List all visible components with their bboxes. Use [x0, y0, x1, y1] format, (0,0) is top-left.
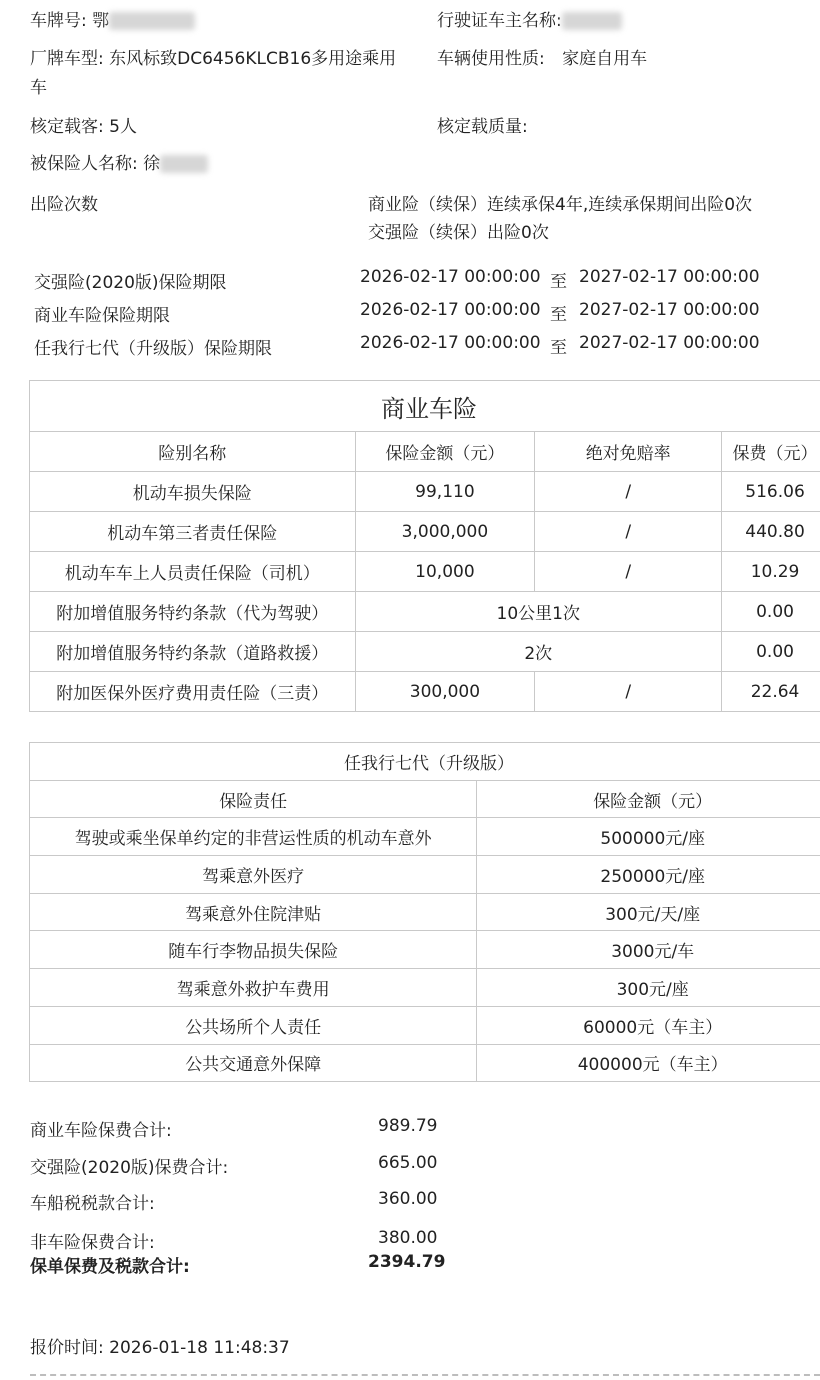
coverage-amount: 300,000 [355, 672, 535, 712]
summary-label: 交强险(2020版)保费合计: [30, 1158, 229, 1178]
summary-value: 665.00 [378, 1153, 438, 1173]
insured-field [30, 149, 208, 174]
redacted-plate [109, 12, 195, 30]
quote-time: 报价时间: 2026-01-18 11:48:37 [30, 1338, 290, 1358]
table-row [30, 818, 820, 856]
redacted-owner [562, 12, 622, 30]
header-cell: 保险责任 [30, 780, 477, 818]
plan-amount: 60000元（车主） [477, 1006, 820, 1044]
coverage-name: 附加增值服务特约条款（道路救援） [30, 632, 356, 672]
seats-field [30, 112, 137, 137]
coverage-amount: 10,000 [355, 552, 535, 592]
claims-label: 出险次数 [30, 195, 98, 215]
coverage-premium: 0.00 [722, 632, 820, 672]
model-label: 厂牌车型: [30, 49, 104, 69]
redacted-insured [160, 155, 208, 173]
period-end: 2027-02-17 00:00:00 [579, 333, 760, 353]
table-row [30, 512, 820, 552]
table-row [30, 672, 820, 712]
model-value-line2: 车 [30, 78, 47, 98]
table-row [30, 472, 820, 512]
period-to: 至 [550, 338, 567, 358]
coverage-name: 附加医保外医疗费用责任险（三责） [30, 672, 356, 712]
usage-value: 家庭自用车 [562, 49, 648, 69]
commercial-insurance-table [29, 380, 820, 712]
summary-label: 非车险保费合计: [30, 1233, 155, 1253]
plan-amount: 500000元/座 [477, 818, 820, 856]
summary-label: 车船税税款合计: [30, 1194, 155, 1214]
coverage-premium: 22.64 [722, 672, 820, 712]
plan-item: 公共场所个人责任 [30, 1006, 477, 1044]
plan-amount: 250000元/座 [477, 856, 820, 894]
table-header-row [30, 780, 820, 818]
coverage-deductible: / [535, 672, 722, 712]
model-value-line1: 东风标致DC6456KLCB16多用途乘用 [109, 49, 397, 69]
period-to: 至 [550, 305, 567, 325]
coverage-deductible: / [535, 472, 722, 512]
period-name: 任我行七代（升级版）保险期限 [34, 339, 272, 359]
period-end: 2027-02-17 00:00:00 [579, 267, 760, 287]
owner-label: 行驶证车主名称: [437, 11, 562, 31]
load-field [437, 112, 528, 137]
plan-amount: 400000元（车主） [477, 1044, 820, 1082]
usage-label: 车辆使用性质: [437, 49, 545, 69]
period-name: 交强险(2020版)保险期限 [34, 273, 227, 293]
period-start: 2026-02-17 00:00:00 [360, 333, 541, 353]
claims-compulsory: 交强险（续保）出险0次 [368, 223, 549, 243]
seats-value: 5人 [109, 117, 137, 137]
header-cell: 保险金额（元） [477, 780, 820, 818]
insured-label: 被保险人名称: [30, 154, 138, 174]
header-cell: 保险金额（元） [355, 432, 535, 472]
plan-amount: 300元/座 [477, 969, 820, 1007]
table-row [30, 893, 820, 931]
plan-item: 驾乘意外医疗 [30, 856, 477, 894]
coverage-name: 机动车第三者责任保险 [30, 512, 356, 552]
summary-value: 360.00 [378, 1189, 438, 1209]
table-row [30, 856, 820, 894]
table-row [30, 632, 820, 672]
coverage-name: 附加增值服务特约条款（代为驾驶） [30, 592, 356, 632]
coverage-merged-value: 10公里1次 [355, 592, 722, 632]
table-row [30, 969, 820, 1007]
summary-value: 989.79 [378, 1116, 438, 1136]
table-row [30, 931, 820, 969]
coverage-premium: 516.06 [722, 472, 820, 512]
plan-coverage-table [29, 742, 820, 1082]
table-row [30, 592, 820, 632]
coverage-amount: 99,110 [355, 472, 535, 512]
table-row [30, 1006, 820, 1044]
plan-amount: 3000元/车 [477, 931, 820, 969]
plan-item: 驾乘意外住院津贴 [30, 893, 477, 931]
period-to: 至 [550, 272, 567, 292]
coverage-premium: 10.29 [722, 552, 820, 592]
plan-item: 驾驶或乘坐保单约定的非营运性质的机动车意外 [30, 818, 477, 856]
period-end: 2027-02-17 00:00:00 [579, 300, 760, 320]
plan-amount: 300元/天/座 [477, 893, 820, 931]
coverage-deductible: / [535, 512, 722, 552]
coverage-merged-value: 2次 [355, 632, 722, 672]
plate-label: 车牌号: [30, 11, 87, 31]
load-label: 核定载质量: [437, 117, 528, 137]
model-field [30, 44, 396, 69]
seats-label: 核定载客: [30, 117, 104, 137]
usage-field [437, 44, 647, 69]
total-label: 保单保费及税款合计: [30, 1257, 190, 1277]
coverage-deductible: / [535, 552, 722, 592]
bottom-divider [30, 1374, 820, 1376]
owner-field [437, 6, 622, 31]
coverage-premium: 440.80 [722, 512, 820, 552]
insured-value: 徐 [143, 154, 161, 174]
plan-item: 驾乘意外救护车费用 [30, 969, 477, 1007]
coverage-premium: 0.00 [722, 592, 820, 632]
period-start: 2026-02-17 00:00:00 [360, 300, 541, 320]
table-row [30, 1044, 820, 1082]
total-value: 2394.79 [368, 1252, 446, 1272]
summary-value: 380.00 [378, 1228, 438, 1248]
coverage-amount: 3,000,000 [355, 512, 535, 552]
plate-value: 鄂 [92, 11, 110, 31]
commercial-table-title: 商业车险 [30, 381, 820, 432]
coverage-name: 机动车损失保险 [30, 472, 356, 512]
table-row [30, 552, 820, 592]
period-name: 商业车险保险期限 [34, 306, 170, 326]
coverage-name: 机动车车上人员责任保险（司机） [30, 552, 356, 592]
plan-table-title: 任我行七代（升级版） [30, 743, 820, 781]
header-cell: 绝对免赔率 [535, 432, 722, 472]
plate-field [30, 6, 195, 31]
plan-item: 随车行李物品损失保险 [30, 931, 477, 969]
table-header-row [30, 432, 820, 472]
plan-item: 公共交通意外保障 [30, 1044, 477, 1082]
claims-commercial: 商业险（续保）连续承保4年,连续承保期间出险0次 [368, 195, 753, 215]
header-cell: 险别名称 [30, 432, 356, 472]
header-cell: 保费（元） [722, 432, 820, 472]
period-start: 2026-02-17 00:00:00 [360, 267, 541, 287]
summary-label: 商业车险保费合计: [30, 1121, 172, 1141]
